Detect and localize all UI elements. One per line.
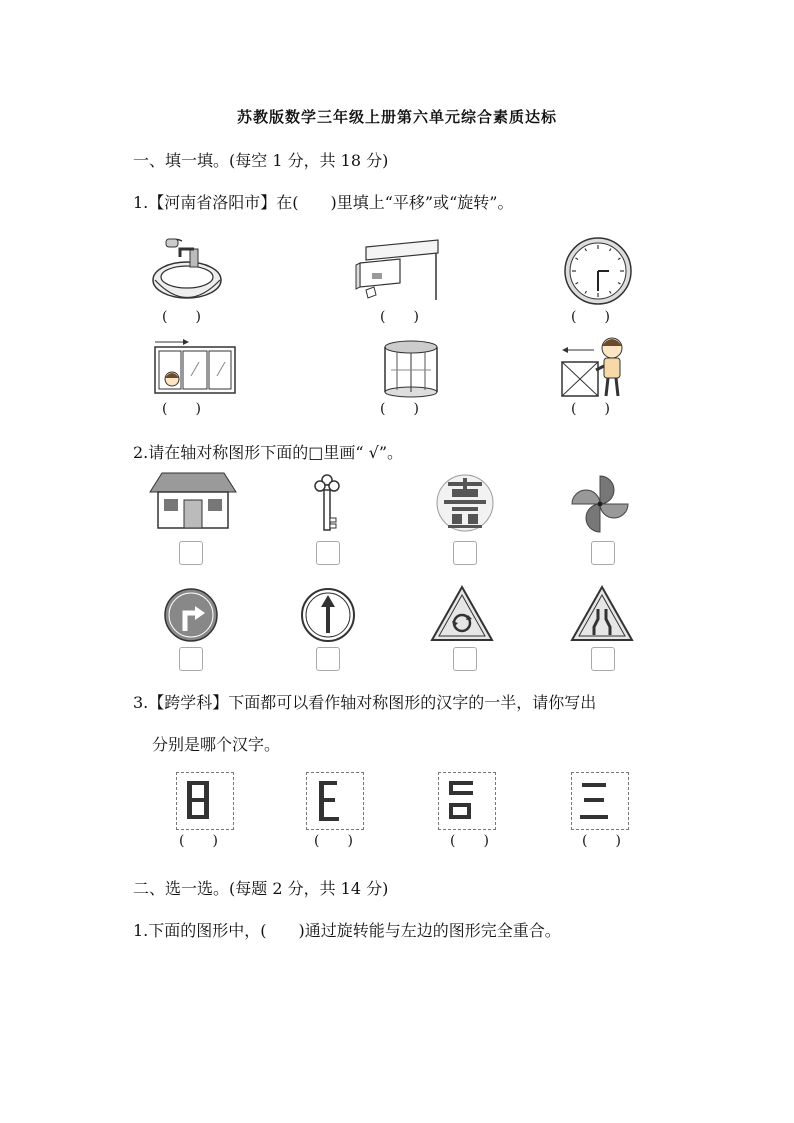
section-1-heading: 一、填一填。(每空 1 分，共 18 分) xyxy=(133,151,389,170)
page-title: 苏教版数学三年级上册第六单元综合素质达标 xyxy=(236,108,557,126)
checkbox-road-narrows-sign[interactable] xyxy=(591,647,615,671)
half-character-4-icon xyxy=(571,772,629,830)
checkbox-pinwheel[interactable] xyxy=(591,541,615,565)
drawer-icon xyxy=(356,235,441,305)
answer-blank-char-1[interactable]: ( ) xyxy=(179,833,218,849)
question-1-3-text-line1: 3.【跨学科】下面都可以看作轴对称图形的汉字的一半，请你写出 xyxy=(133,693,597,712)
question-1-3-text-line2: 分别是哪个汉字。 xyxy=(152,735,281,754)
key-icon xyxy=(312,474,342,532)
half-character-3-icon xyxy=(438,772,496,830)
half-character-1-icon xyxy=(176,772,234,830)
checkbox-straight-ahead-sign[interactable] xyxy=(316,647,340,671)
answer-blank-2[interactable]: ( ) xyxy=(380,309,419,325)
pushing-box-icon xyxy=(560,334,632,400)
question-2-1-text: 1.下面的图形中，( )通过旋转能与左边的图形完全重合。 xyxy=(133,921,561,940)
answer-blank-6[interactable]: ( ) xyxy=(571,401,610,417)
revolving-door-icon xyxy=(383,340,439,398)
sliding-window-icon xyxy=(153,338,238,398)
question-1-2-text: 2.请在轴对称图形下面的□里画“ √”。 xyxy=(133,443,404,462)
checkbox-key[interactable] xyxy=(316,541,340,565)
answer-blank-char-3[interactable]: ( ) xyxy=(450,833,489,849)
half-character-2-icon xyxy=(306,772,364,830)
answer-blank-5[interactable]: ( ) xyxy=(380,401,419,417)
pinwheel-icon xyxy=(570,474,630,534)
turn-right-sign-icon xyxy=(163,587,219,643)
house-icon xyxy=(150,472,236,530)
answer-blank-1[interactable]: ( ) xyxy=(162,309,201,325)
section-2-heading: 二、选一选。(每题 2 分，共 14 分) xyxy=(133,879,389,898)
question-1-1-text: 1.【河南省洛阳市】在( )里填上“平移”或“旋转”。 xyxy=(133,193,514,212)
roundabout-sign-icon xyxy=(430,585,494,643)
road-narrows-sign-icon xyxy=(570,585,634,643)
straight-ahead-sign-icon xyxy=(300,587,356,643)
checkbox-house[interactable] xyxy=(179,541,203,565)
faucet-sink-icon xyxy=(150,235,225,310)
answer-blank-char-4[interactable]: ( ) xyxy=(582,833,621,849)
checkbox-turn-right-sign[interactable] xyxy=(179,647,203,671)
double-happiness-icon xyxy=(436,474,494,532)
answer-blank-3[interactable]: ( ) xyxy=(571,309,610,325)
checkbox-double-happiness[interactable] xyxy=(453,541,477,565)
answer-blank-char-2[interactable]: ( ) xyxy=(314,833,353,849)
clock-icon xyxy=(563,236,633,306)
answer-blank-4[interactable]: ( ) xyxy=(162,401,201,417)
checkbox-roundabout-sign[interactable] xyxy=(453,647,477,671)
